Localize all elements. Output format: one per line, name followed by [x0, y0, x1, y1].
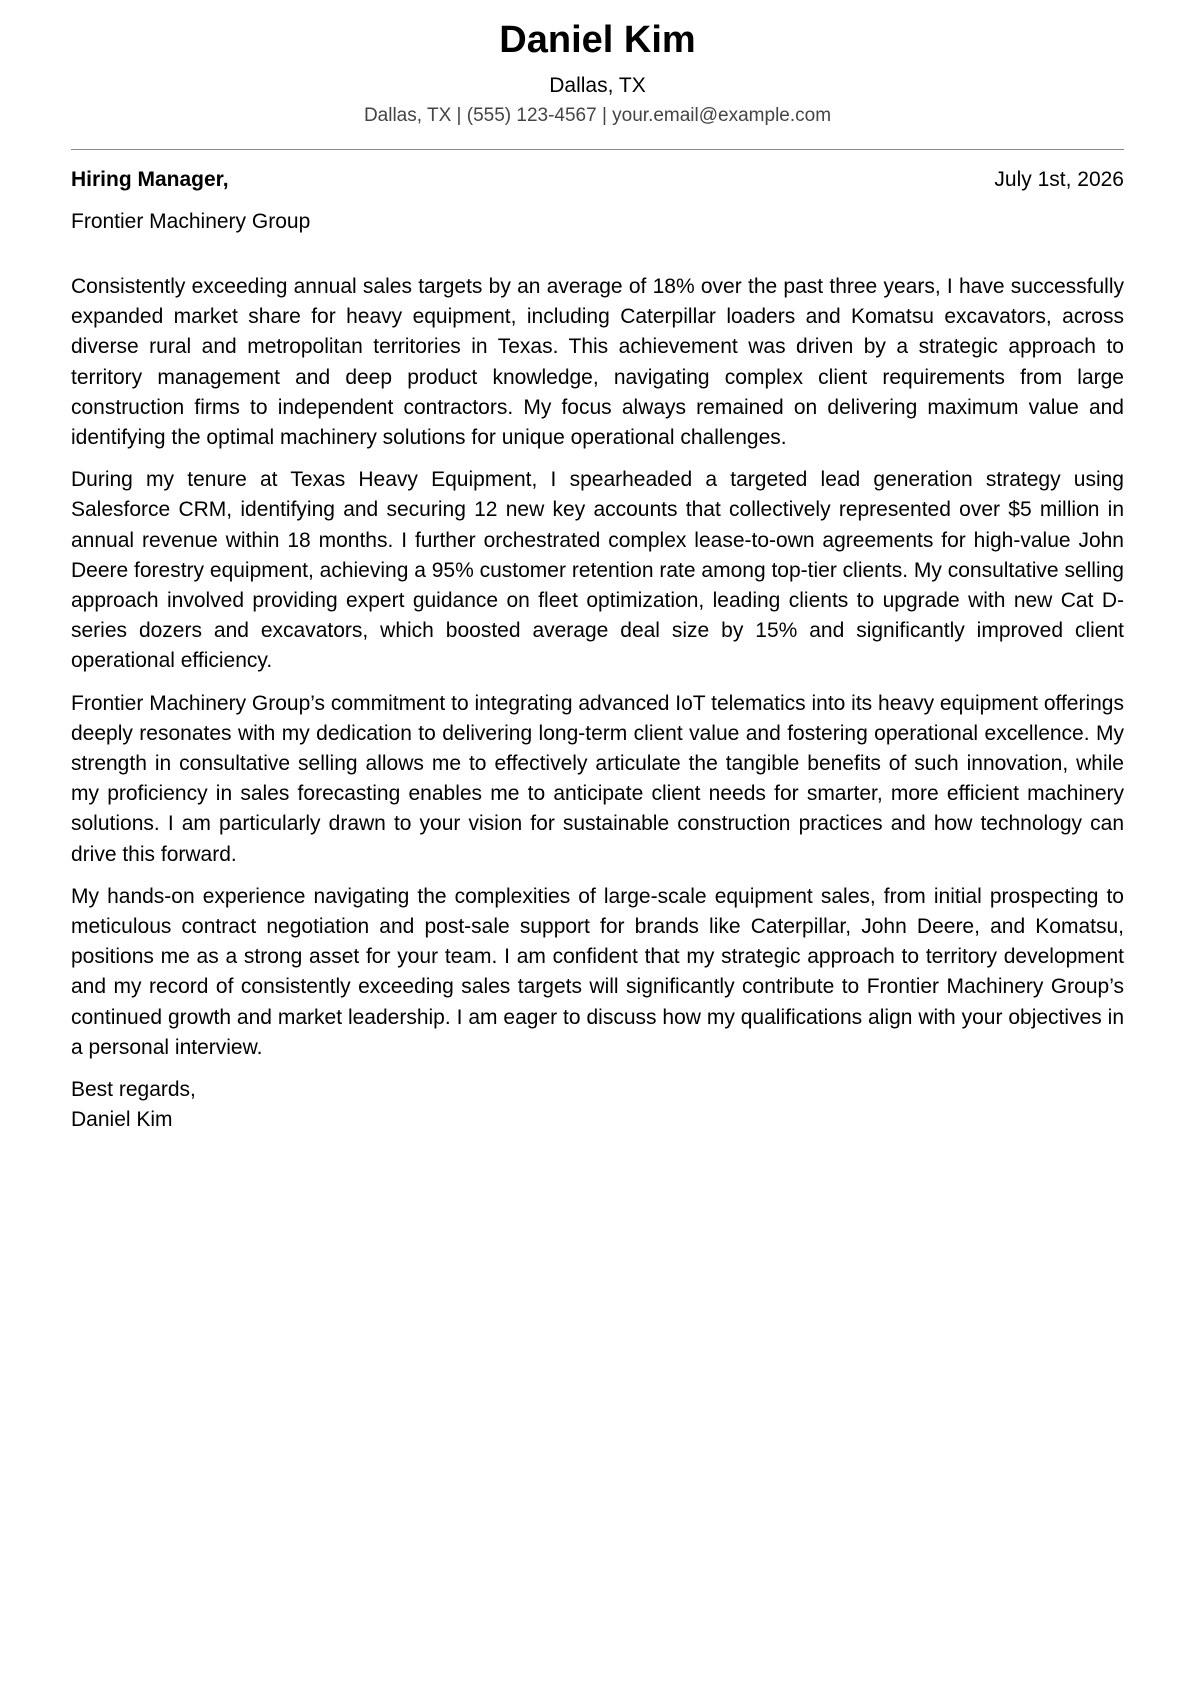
recipient-row [71, 166, 1124, 194]
closing-block [71, 1075, 1124, 1135]
letter-content [71, 0, 1124, 1135]
letter-date: July 1st, 2026 [994, 168, 1124, 191]
sender-location: Dallas, TX [549, 74, 646, 97]
body-paragraph: My hands-on experience navigating the complexities of large-scale equipment sales, from initial prospecting to meticulous contract negotiation and post-sale support for brands like Caterpillar, John Deere, and Komatsu, positions me as a strong asset for your team. I am confident that my strategic approach to territory development and my record of consistently exceeding sales targets will significantly contribute to Frontier Machinery Group’s continued growth and market leadership. I am eager to discuss how my qualifications align with your objectives in a personal interview. [71, 884, 1124, 1059]
sender-contact-line: Dallas, TX | (555) 123-4567 | your.email@example.com [363, 105, 832, 126]
recipient-greeting: Hiring Manager, [71, 168, 229, 191]
sign-off: Best regards, [71, 1078, 196, 1102]
body-paragraph: Frontier Machinery Group’s commitment to integrating advanced IoT telematics into its heavy equipment offerings deeply resonates with my dedication to delivering long-term client value and fostering operational excellence. My strength in consultative selling allows me to effectively articulate the tangible benefits of such innovation, while my proficiency in sales forecasting enables me to anticipate client needs for smarter, more efficient machinery solutions. I am particularly drawn to your vision for sustainable construction practices and how technology can drive this forward. [71, 691, 1124, 866]
sender-name: Daniel Kim [499, 19, 696, 61]
header-divider [71, 149, 1124, 150]
signature-name: Daniel Kim [71, 1108, 173, 1132]
body-paragraph: During my tenure at Texas Heavy Equipment, I spearheaded a targeted lead generation strategy using Salesforce CRM, identifying and securing 12 new key accounts that collectively represented over $5 million in annual revenue within 18 months. I further orchestrated complex lease-to-own agreements for high-value John Deere forestry equipment, achieving a 95% customer retention rate among top-tier clients. My consultative selling approach involved providing expert guidance on fleet optimization, leading clients to upgrade with new Cat D-series dozers and excavators, which boosted average deal size by 15% and significantly improved client operational efficiency. [71, 468, 1124, 673]
recipient-company: Frontier Machinery Group [71, 210, 311, 233]
body-paragraph: Consistently exceeding annual sales targets by an average of 18% over the past three years, I have successfully expanded market share for heavy equipment, including Caterpillar loaders and Komatsu excavators, across diverse rural and metropolitan territories in Texas. This achievement was driven by a strategic approach to territory management and deep product knowledge, navigating complex client requirements from large construction firms to independent contractors. My focus always remained on delivering maximum value and identifying the optimal machinery solutions for unique operational challenges. [71, 275, 1124, 450]
letter-body [71, 272, 1124, 1063]
